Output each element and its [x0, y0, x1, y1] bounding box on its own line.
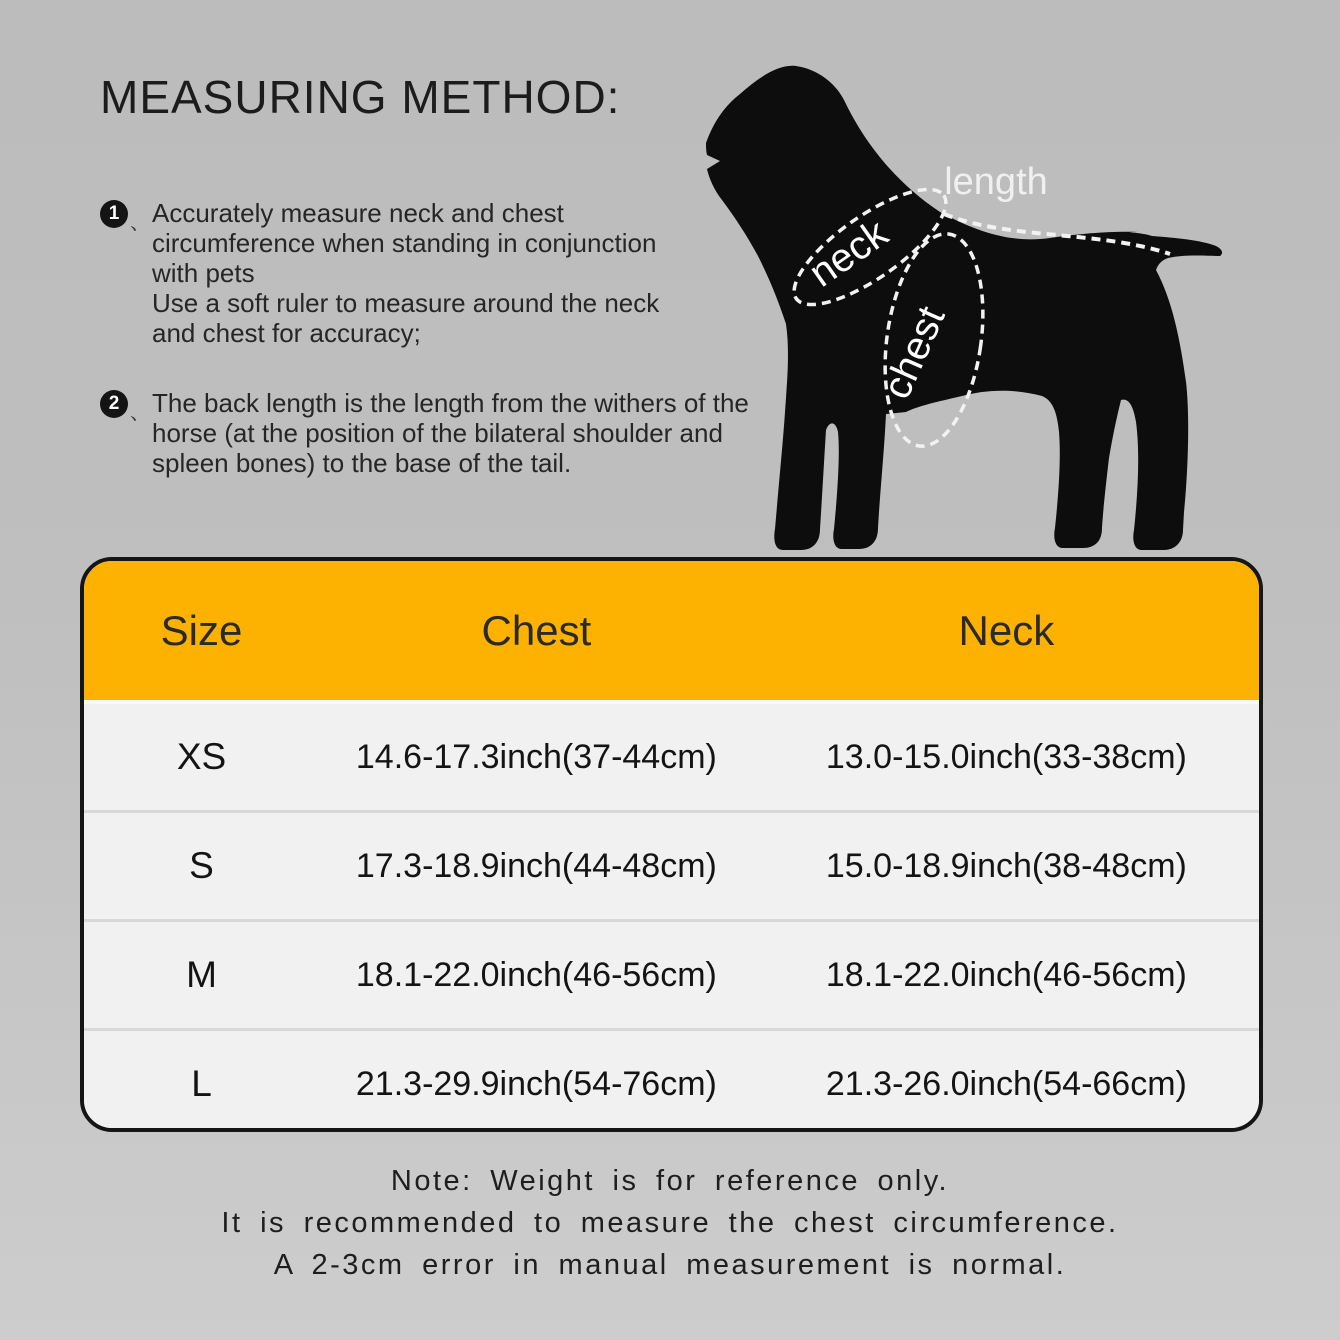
instruction-2-paragraph-1: The back length is the length from the withers of the horse (at the position of the bilateral shoulder and spleen bones) to the base of the tail. — [152, 388, 749, 478]
dog-silhouette — [706, 66, 1222, 550]
length-label: length — [944, 161, 1048, 203]
neck-cell: 15.0-18.9inch(38-48cm) — [825, 846, 1187, 885]
size-chart-table — [80, 557, 1263, 1132]
neck-cell: 18.1-22.0inch(46-56cm) — [825, 955, 1187, 994]
neck-label: neck — [801, 211, 896, 296]
bullet-separator: 、 — [130, 212, 150, 234]
column-header-neck: Neck — [958, 606, 1055, 654]
instruction-2-bullet-wrap — [100, 388, 152, 425]
instruction-1-paragraph-2: Use a soft ruler to measure around the neck and chest for accuracy; — [152, 288, 660, 348]
instruction-item-1 — [100, 198, 700, 348]
size-chart-body — [84, 704, 1259, 1132]
chest-cell: 17.3-18.9inch(44-48cm) — [355, 846, 717, 885]
neck-cell: 13.0-15.0inch(33-38cm) — [825, 737, 1187, 776]
chest-cell: 18.1-22.0inch(46-56cm) — [355, 955, 717, 994]
instruction-1-bullet-wrap — [100, 198, 152, 235]
table-row-s — [84, 810, 1259, 919]
size-cell: S — [189, 845, 214, 886]
reference-note — [0, 1160, 1340, 1286]
size-chart-header — [84, 561, 1259, 704]
bullet-number-2-icon: 2 — [100, 390, 128, 418]
chest-cell: 21.3-29.9inch(54-76cm) — [355, 1064, 717, 1103]
column-header-chest: Chest — [481, 606, 592, 654]
table-row-l — [84, 1028, 1259, 1132]
chest-label: chest — [874, 300, 954, 406]
table-row-xs — [84, 704, 1259, 810]
dog-measuring-diagram — [678, 42, 1243, 562]
size-cell: XS — [176, 736, 227, 777]
size-cell: L — [191, 1063, 212, 1104]
note-line-2: It is recommended to measure the chest circumference. — [221, 1207, 1119, 1239]
instruction-1-text — [152, 198, 700, 348]
table-row-m — [84, 919, 1259, 1028]
page-title: MEASURING METHOD: — [100, 71, 621, 123]
bullet-separator: 、 — [130, 402, 150, 424]
dog-silhouette-svg — [678, 42, 1243, 562]
bullet-number-1-icon: 1 — [100, 200, 128, 228]
note-line-3: A 2-3cm error in manual measurement is normal. — [273, 1249, 1067, 1281]
neck-cell: 21.3-26.0inch(54-66cm) — [825, 1064, 1187, 1103]
instruction-1-paragraph-1: Accurately measure neck and chest circumference when standing in conjunction with pets — [152, 198, 657, 288]
note-line-1: Note: Weight is for reference only. — [390, 1165, 950, 1197]
chest-cell: 14.6-17.3inch(37-44cm) — [355, 737, 717, 776]
size-cell: M — [186, 954, 217, 995]
column-header-size: Size — [160, 606, 243, 654]
